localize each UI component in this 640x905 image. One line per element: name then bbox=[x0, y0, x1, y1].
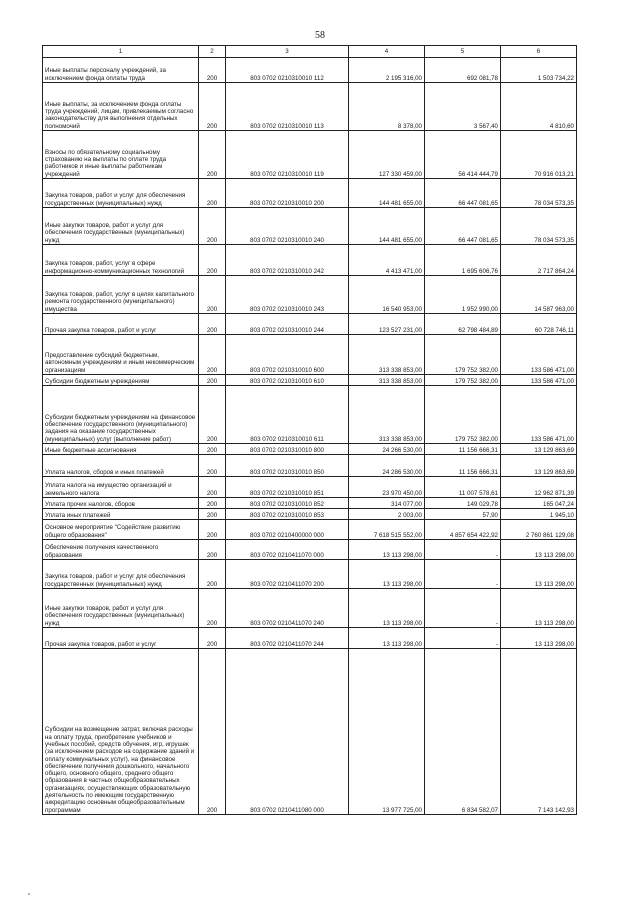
row-remaining-cell: 60 728 746,11 bbox=[501, 314, 577, 335]
row-executed-cell: 692 081,78 bbox=[425, 58, 501, 83]
row-approved-cell: 4 413 471,00 bbox=[349, 245, 425, 276]
row-ved-cell: 200 bbox=[199, 245, 226, 276]
row-executed-cell: - bbox=[425, 560, 501, 589]
row-code-cell: 803 0702 0210411070 000 bbox=[226, 540, 349, 560]
row-ved-cell: 200 bbox=[199, 375, 226, 386]
row-remaining-cell: 78 034 573,35 bbox=[501, 208, 577, 245]
row-ved-cell: 200 bbox=[199, 179, 226, 208]
row-remaining-cell: 13 129 863,69 bbox=[501, 444, 577, 455]
table-row bbox=[43, 628, 577, 649]
row-approved-cell: 144 481 655,00 bbox=[349, 208, 425, 245]
row-remaining-cell: 13 113 298,00 bbox=[501, 628, 577, 649]
row-name-cell: Закупка товаров, работ, услуг в целях капитального ремонта государственного (муниципального) имущества bbox=[43, 276, 199, 314]
row-executed-cell: 11 156 666,31 bbox=[425, 455, 501, 477]
row-ved-cell: 200 bbox=[199, 58, 226, 83]
row-name-cell: Субсидии бюджетным учреждениям на финансовое обеспечение государственного (муниципального) задания на оказание государственных (муниципальных) услуг (выполнение работ) bbox=[43, 386, 199, 444]
row-approved-cell: 314 077,00 bbox=[349, 498, 425, 509]
row-approved-cell: 7 618 515 552,00 bbox=[349, 520, 425, 540]
row-name-cell: Закупка товаров, работ, услуг в сфере информационно-коммуникационных технологий bbox=[43, 245, 199, 276]
row-name-cell: Иные бюджетные ассигнования bbox=[43, 444, 199, 455]
row-remaining-cell: 165 047,24 bbox=[501, 498, 577, 509]
table-row bbox=[43, 276, 577, 314]
row-code-cell: 803 0702 0210310010 243 bbox=[226, 276, 349, 314]
table-row bbox=[43, 589, 577, 628]
column-header: 6 bbox=[501, 46, 577, 58]
row-name-cell: Субсидии на возмещение затрат, включая расходы на оплату труда, приобретение учебников и учебных пособий, средств обучения, игр, игрушек (за исключением расходов на содержание зданий и оплату коммунальных услуг), на финансовое обеспечение получения дошкольного, начального общего, основного общего, среднего общего образования в частных общеобразовательных организациях, осуществляющих образовательную деятельность по имеющим государственную аккредитацию основным общеобразовательным программам bbox=[43, 649, 199, 815]
row-name-cell: Уплата налога на имущество организаций и земельного налога bbox=[43, 477, 199, 498]
row-remaining-cell: 13 129 863,69 bbox=[501, 455, 577, 477]
row-approved-cell: 313 338 853,00 bbox=[349, 335, 425, 375]
table-row bbox=[43, 455, 577, 477]
row-code-cell: 803 0702 0210310010 853 bbox=[226, 509, 349, 520]
row-executed-cell: 3 567,40 bbox=[425, 83, 501, 131]
row-name-cell: Уплата налогов, сборов и иных платежей bbox=[43, 455, 199, 477]
row-executed-cell: 66 447 081,65 bbox=[425, 179, 501, 208]
row-remaining-cell: 14 587 963,00 bbox=[501, 276, 577, 314]
row-name-cell: Иные закупки товаров, работ и услуг для обеспечения государственных (муниципальных) нужд bbox=[43, 589, 199, 628]
row-remaining-cell: 78 034 573,35 bbox=[501, 179, 577, 208]
table-row bbox=[43, 375, 577, 386]
row-name-cell: Уплата прочих налогов, сборов bbox=[43, 498, 199, 509]
row-approved-cell: 123 527 231,00 bbox=[349, 314, 425, 335]
row-ved-cell: 200 bbox=[199, 509, 226, 520]
row-approved-cell: 313 338 853,00 bbox=[349, 386, 425, 444]
row-executed-cell: 1 952 990,00 bbox=[425, 276, 501, 314]
row-approved-cell: 24 266 530,00 bbox=[349, 444, 425, 455]
row-remaining-cell: 133 586 471,00 bbox=[501, 375, 577, 386]
row-name-cell: Закупка товаров, работ и услуг для обеспечения государственных (муниципальных) нужд bbox=[43, 560, 199, 589]
table-row bbox=[43, 498, 577, 509]
table-row bbox=[43, 560, 577, 589]
row-code-cell: 803 0702 0210310010 611 bbox=[226, 386, 349, 444]
row-ved-cell: 200 bbox=[199, 477, 226, 498]
row-code-cell: 803 0702 0210310010 240 bbox=[226, 208, 349, 245]
row-approved-cell: 13 113 298,00 bbox=[349, 540, 425, 560]
row-name-cell: Прочая закупка товаров, работ и услуг bbox=[43, 628, 199, 649]
row-name-cell: Прочая закупка товаров, работ и услуг bbox=[43, 314, 199, 335]
row-approved-cell: 16 540 953,00 bbox=[349, 276, 425, 314]
table-row bbox=[43, 314, 577, 335]
table-row bbox=[43, 208, 577, 245]
row-name-cell: Обеспечение получения качественного образования bbox=[43, 540, 199, 560]
row-ved-cell: 200 bbox=[199, 589, 226, 628]
row-ved-cell: 200 bbox=[199, 498, 226, 509]
row-name-cell: Иные выплаты, за исключением фонда оплаты труда учреждений, лицам, привлекаемым согласно законодательству для выполнения отдельных полномочий bbox=[43, 83, 199, 131]
row-remaining-cell: 7 143 142,93 bbox=[501, 649, 577, 815]
row-remaining-cell: 1 503 734,22 bbox=[501, 58, 577, 83]
row-code-cell: 803 0702 0210411070 200 bbox=[226, 560, 349, 589]
table-row bbox=[43, 477, 577, 498]
row-ved-cell: 200 bbox=[199, 276, 226, 314]
row-code-cell: 803 0702 0210310010 600 bbox=[226, 335, 349, 375]
row-ved-cell: 200 bbox=[199, 649, 226, 815]
row-remaining-cell: 12 962 871,39 bbox=[501, 477, 577, 498]
table-row bbox=[43, 83, 577, 131]
table-row bbox=[43, 131, 577, 179]
row-name-cell: Иные выплаты персоналу учреждений, за исключением фонда оплаты труда bbox=[43, 58, 199, 83]
row-approved-cell: 144 481 655,00 bbox=[349, 179, 425, 208]
row-remaining-cell: 133 586 471,00 bbox=[501, 335, 577, 375]
row-name-cell: Основное мероприятие "Содействие развитию общего образования" bbox=[43, 520, 199, 540]
scan-speck bbox=[28, 893, 30, 895]
row-remaining-cell: 13 113 298,00 bbox=[501, 589, 577, 628]
row-remaining-cell: 4 810,60 bbox=[501, 83, 577, 131]
table-row bbox=[43, 444, 577, 455]
row-remaining-cell: 70 916 013,21 bbox=[501, 131, 577, 179]
row-ved-cell: 200 bbox=[199, 540, 226, 560]
table-row bbox=[43, 649, 577, 815]
row-approved-cell: 13 977 725,00 bbox=[349, 649, 425, 815]
row-executed-cell: 56 414 444,79 bbox=[425, 131, 501, 179]
row-code-cell: 803 0702 0210310010 851 bbox=[226, 477, 349, 498]
row-approved-cell: 13 113 298,00 bbox=[349, 560, 425, 589]
table-row bbox=[43, 520, 577, 540]
row-executed-cell: 149 029,78 bbox=[425, 498, 501, 509]
row-executed-cell: 11 007 578,61 bbox=[425, 477, 501, 498]
table-row bbox=[43, 179, 577, 208]
row-ved-cell: 200 bbox=[199, 83, 226, 131]
row-ved-cell: 200 bbox=[199, 314, 226, 335]
row-name-cell: Уплата иных платежей bbox=[43, 509, 199, 520]
row-remaining-cell: 2 717 864,24 bbox=[501, 245, 577, 276]
row-executed-cell: - bbox=[425, 628, 501, 649]
row-code-cell: 803 0702 0210310010 850 bbox=[226, 455, 349, 477]
row-code-cell: 803 0702 0210411070 240 bbox=[226, 589, 349, 628]
row-ved-cell: 200 bbox=[199, 628, 226, 649]
column-header: 2 bbox=[199, 46, 226, 58]
table-row bbox=[43, 540, 577, 560]
row-approved-cell: 23 970 450,00 bbox=[349, 477, 425, 498]
row-name-cell: Взносы по обязательному социальному страхованию на выплаты по оплате труда работников и иные выплаты работникам учреждений bbox=[43, 131, 199, 179]
row-approved-cell: 313 338 853,00 bbox=[349, 375, 425, 386]
row-executed-cell: 179 752 382,00 bbox=[425, 375, 501, 386]
row-ved-cell: 200 bbox=[199, 520, 226, 540]
budget-table bbox=[42, 45, 577, 815]
row-executed-cell: 179 752 382,00 bbox=[425, 386, 501, 444]
row-executed-cell: - bbox=[425, 540, 501, 560]
table-row bbox=[43, 335, 577, 375]
row-code-cell: 803 0702 0210411070 244 bbox=[226, 628, 349, 649]
page-number: 58 bbox=[315, 30, 325, 41]
row-ved-cell: 200 bbox=[199, 335, 226, 375]
table-row bbox=[43, 509, 577, 520]
column-header: 3 bbox=[226, 46, 349, 58]
row-remaining-cell: 1 945,10 bbox=[501, 509, 577, 520]
row-code-cell: 803 0702 0210310010 119 bbox=[226, 131, 349, 179]
column-header: 4 bbox=[349, 46, 425, 58]
row-code-cell: 803 0702 0210411080 000 bbox=[226, 649, 349, 815]
row-code-cell: 803 0702 0210310010 200 bbox=[226, 179, 349, 208]
row-ved-cell: 200 bbox=[199, 208, 226, 245]
row-code-cell: 803 0702 0210310010 244 bbox=[226, 314, 349, 335]
row-approved-cell: 13 113 298,00 bbox=[349, 589, 425, 628]
row-executed-cell: 4 857 654 422,92 bbox=[425, 520, 501, 540]
row-remaining-cell: 13 113 298,00 bbox=[501, 560, 577, 589]
row-ved-cell: 200 bbox=[199, 560, 226, 589]
table-row bbox=[43, 386, 577, 444]
row-approved-cell: 2 003,00 bbox=[349, 509, 425, 520]
row-remaining-cell: 13 113 298,00 bbox=[501, 540, 577, 560]
row-name-cell: Закупка товаров, работ и услуг для обеспечения государственных (муниципальных) нужд bbox=[43, 179, 199, 208]
row-code-cell: 803 0702 0210310010 242 bbox=[226, 245, 349, 276]
row-executed-cell: - bbox=[425, 589, 501, 628]
table-row bbox=[43, 245, 577, 276]
row-ved-cell: 200 bbox=[199, 386, 226, 444]
row-executed-cell: 6 834 582,07 bbox=[425, 649, 501, 815]
row-approved-cell: 13 113 298,00 bbox=[349, 628, 425, 649]
row-name-cell: Предоставление субсидий бюджетным, автономным учреждениям и иным некоммерческим организациям bbox=[43, 335, 199, 375]
row-approved-cell: 2 195 316,00 bbox=[349, 58, 425, 83]
row-code-cell: 803 0702 0210310010 113 bbox=[226, 83, 349, 131]
table-row bbox=[43, 58, 577, 83]
row-code-cell: 803 0702 0210310010 852 bbox=[226, 498, 349, 509]
row-remaining-cell: 2 760 861 129,08 bbox=[501, 520, 577, 540]
row-code-cell: 803 0702 0210400000 000 bbox=[226, 520, 349, 540]
row-ved-cell: 200 bbox=[199, 455, 226, 477]
row-code-cell: 803 0702 0210310010 800 bbox=[226, 444, 349, 455]
row-code-cell: 803 0702 0210310010 112 bbox=[226, 58, 349, 83]
row-ved-cell: 200 bbox=[199, 444, 226, 455]
row-executed-cell: 57,90 bbox=[425, 509, 501, 520]
row-remaining-cell: 133 586 471,00 bbox=[501, 386, 577, 444]
row-executed-cell: 11 156 666,31 bbox=[425, 444, 501, 455]
row-executed-cell: 1 695 606,76 bbox=[425, 245, 501, 276]
header-row bbox=[43, 46, 577, 58]
row-executed-cell: 66 447 081,65 bbox=[425, 208, 501, 245]
row-approved-cell: 127 330 459,00 bbox=[349, 131, 425, 179]
row-approved-cell: 24 286 530,00 bbox=[349, 455, 425, 477]
row-name-cell: Иные закупки товаров, работ и услуг для обеспечения государственных (муниципальных) нужд bbox=[43, 208, 199, 245]
column-header: 1 bbox=[43, 46, 199, 58]
row-approved-cell: 8 378,00 bbox=[349, 83, 425, 131]
column-header: 5 bbox=[425, 46, 501, 58]
row-code-cell: 803 0702 0210310010 610 bbox=[226, 375, 349, 386]
row-name-cell: Субсидии бюджетным учреждениям bbox=[43, 375, 199, 386]
row-executed-cell: 179 752 382,00 bbox=[425, 335, 501, 375]
row-executed-cell: 62 798 484,89 bbox=[425, 314, 501, 335]
row-ved-cell: 200 bbox=[199, 131, 226, 179]
